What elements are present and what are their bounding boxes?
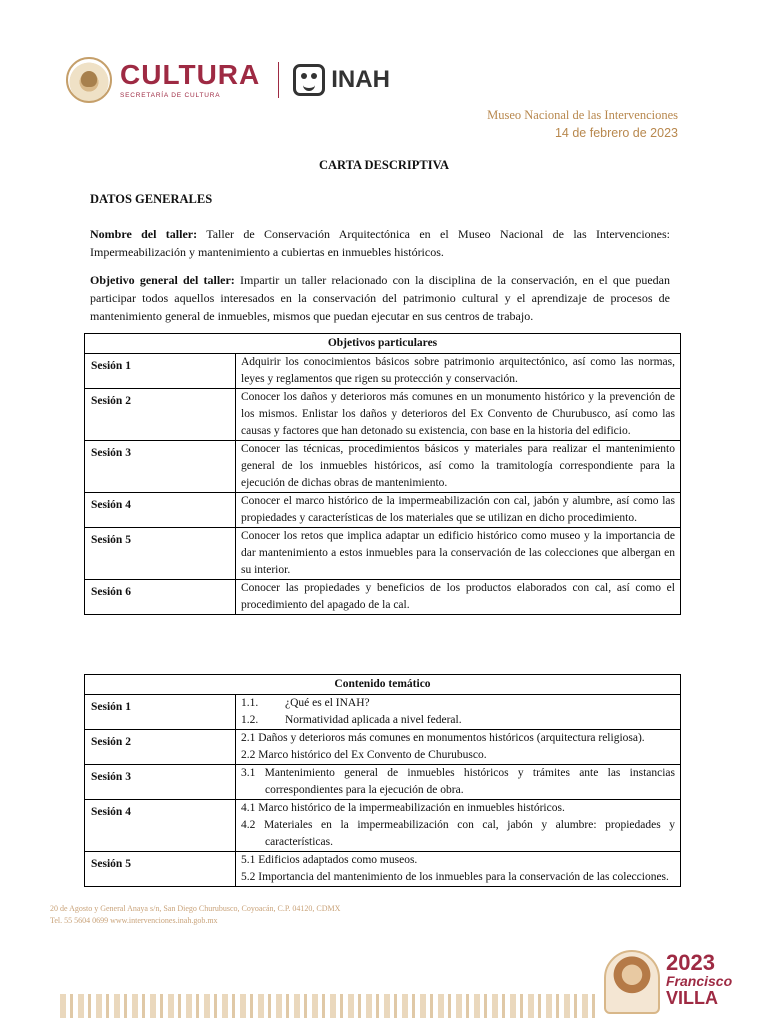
table-row: [85, 765, 681, 800]
topic-number: 4.2: [241, 819, 256, 831]
topic-text: Marco histórico del Ex Convento de Churubusco.: [258, 749, 487, 761]
logo-divider: [278, 62, 279, 98]
coat-of-arms-icon: [66, 57, 112, 103]
workshop-name-text: Taller de Conservación Arquitectónica en el Museo Nacional de las Intervenciones: Impermeabilización y mantenimiento a cubiertas en inmuebles históricos.: [90, 227, 670, 259]
year-emblem-text: [666, 952, 732, 1007]
cultura-logo-subtitle: SECRETARÍA DE CULTURA: [120, 92, 221, 99]
table-row: [85, 852, 681, 887]
content-table: [84, 674, 681, 887]
table-row: [85, 580, 681, 615]
cultura-logo-text: CULTURA: [120, 59, 261, 90]
topic-item: [241, 695, 675, 712]
cultura-brand: [120, 61, 260, 99]
session-objective: Conocer el marco histórico de la impermeabilización con cal, jabón y alumbre, así como las propiedades y características de los materiales que se utilizan en dicho procedimiento.: [236, 493, 681, 528]
topic-number: 4.1: [241, 802, 256, 814]
topic-item: [241, 852, 675, 869]
session-label: Sesión 5: [85, 528, 236, 580]
workshop-name-label: Nombre del taller:: [90, 227, 198, 241]
year-name-last: VILLA: [666, 988, 718, 1008]
topic-text: ¿Qué es el INAH?: [285, 697, 370, 709]
objective-label: Objetivo general del taller:: [90, 273, 235, 287]
topic-number: 2.2: [241, 749, 256, 761]
topic-text: Mantenimiento general de inmuebles históricos y trámites ante las instancias correspondientes para la ejecución de obra.: [264, 767, 676, 796]
session-label: Sesión 2: [85, 730, 236, 765]
year-name-first: Francisco: [666, 973, 733, 989]
table-row: [85, 441, 681, 493]
decorative-border-ornament: [60, 994, 600, 1018]
topic-number: 5.1: [241, 854, 256, 866]
header-logos: [66, 52, 390, 108]
table-row: [85, 354, 681, 389]
table-header-row: [85, 675, 681, 695]
table-row: [85, 730, 681, 765]
content-table-header: Contenido temático: [85, 675, 681, 695]
table-header-row: [85, 334, 681, 354]
objectives-table-header: Objetivos particulares: [85, 334, 681, 354]
museum-header: [487, 106, 678, 142]
topic-item: [241, 800, 675, 817]
session-objective: Conocer los daños y deterioros más comunes en un monumento histórico y la prevención de los mismos. Enlistar los daños y deterioros del Ex Convento de Churubusco, así como las causas y factores que han detonado su existencia, con base en la historia del edificio.: [236, 389, 681, 441]
objectives-table: [84, 333, 681, 615]
session-label: Sesión 5: [85, 852, 236, 887]
footer-contact-line: Tel. 55 5604 0699 www.intervenciones.inah.gob.mx: [50, 916, 218, 925]
footer-address: [50, 903, 470, 927]
table-row: [85, 528, 681, 580]
topic-item: [241, 817, 675, 851]
inah-logo-text: INAH: [331, 66, 390, 93]
topic-item: [241, 747, 675, 764]
workshop-name-paragraph: [90, 225, 670, 261]
table-row: [85, 493, 681, 528]
session-label: Sesión 6: [85, 580, 236, 615]
document-date: 14 de febrero de 2023: [554, 126, 678, 140]
table-row: [85, 389, 681, 441]
topic-text: Daños y deterioros más comunes en monumentos históricos (arquitectura religiosa).: [258, 732, 645, 744]
topic-text: Importancia del mantenimiento de los inmuebles para la conservación de las colecciones.: [258, 871, 669, 883]
year-number: 2023: [666, 950, 715, 975]
topic-item: [241, 765, 675, 799]
section-title: DATOS GENERALES: [90, 192, 213, 206]
topic-text: Edificios adaptados como museos.: [258, 854, 418, 866]
topic-text: Marco histórico de la impermeabilización en inmuebles históricos.: [258, 802, 565, 814]
table-row: [85, 800, 681, 852]
session-label: Sesión 1: [85, 695, 236, 730]
topic-number: 2.1: [241, 732, 256, 744]
footer-address-line: 20 de Agosto y General Anaya s/n, San Diego Churubusco, Coyoacán, C.P. 04120, CDMX: [50, 904, 341, 913]
inah-mask-icon: [293, 64, 325, 96]
topic-item: [241, 730, 675, 747]
session-topics: [236, 730, 681, 765]
topic-number: 3.1: [241, 767, 256, 779]
session-topics: [236, 852, 681, 887]
topic-item: [241, 712, 675, 729]
topic-item: [241, 869, 675, 886]
session-objective: Conocer las propiedades y beneficios de los productos elaborados con cal, así como el procedimiento del apagado de la cal.: [236, 580, 681, 615]
session-label: Sesión 4: [85, 493, 236, 528]
topic-text: Materiales en la impermeabilización con cal, jabón y alumbre: propiedades y características.: [263, 819, 676, 848]
session-topics: [236, 765, 681, 800]
session-objective: Conocer los retos que implica adaptar un edificio histórico como museo y la importancia de dar mantenimiento a estos inmuebles para la conservación de las colecciones que albergan en su interior.: [236, 528, 681, 580]
session-objective: Conocer las técnicas, procedimientos básicos y materiales para realizar el mantenimiento general de los inmuebles históricos, así como la tramitología correspondiente para la ejecución de dichas obras de mantenimiento.: [236, 441, 681, 493]
year-emblem: [604, 946, 744, 1014]
topic-number: 1.1.: [241, 697, 259, 709]
francisco-villa-portrait-icon: [604, 950, 660, 1014]
session-objective: Adquirir los conocimientos básicos sobre patrimonio arquitectónico, así como las normas, leyes y reglamentos que rigen su protección y conservación.: [236, 354, 681, 389]
session-label: Sesión 4: [85, 800, 236, 852]
objective-text: Impartir un taller relacionado con la disciplina de la conservación, en el que puedan participar todos aquellos interesados en la conservación del patrimonio cultural y el aprendizaje de procesos de mantenimiento general de inmuebles, mismos que puedan ejecutar en sus centros de trabajo.: [90, 273, 671, 323]
table-row: [85, 695, 681, 730]
session-label: Sesión 1: [85, 354, 236, 389]
session-topics: [236, 695, 681, 730]
session-label: Sesión 3: [85, 441, 236, 493]
session-label: Sesión 2: [85, 389, 236, 441]
topic-number: 5.2: [241, 871, 256, 883]
museum-name: Museo Nacional de las Intervenciones: [487, 108, 678, 122]
topic-number: 1.2.: [241, 714, 259, 726]
session-label: Sesión 3: [85, 765, 236, 800]
topic-text: Normatividad aplicada a nivel federal.: [285, 714, 462, 726]
document-title: CARTA DESCRIPTIVA: [318, 158, 450, 172]
objective-paragraph: [90, 271, 670, 325]
session-topics: [236, 800, 681, 852]
